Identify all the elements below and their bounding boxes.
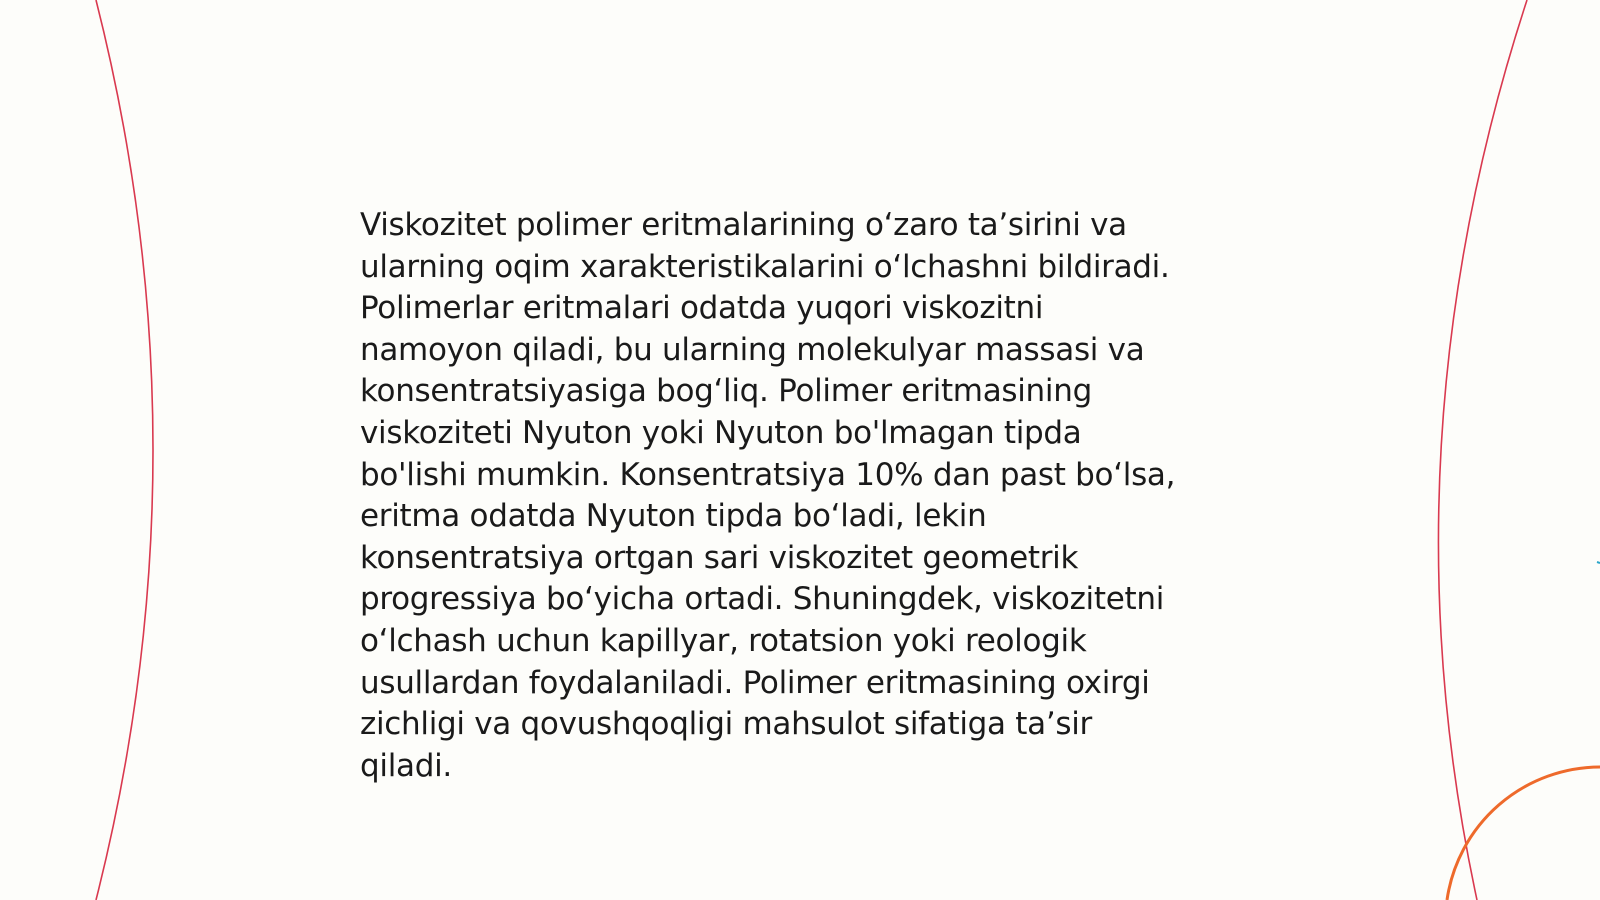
text-line: progressiya bo‘yicha ortadi. Shuningdek, viskozitetni <box>360 581 1165 618</box>
text-line: Viskozitet polimer eritmalarining o‘zaro ta’sirini va <box>360 207 1127 243</box>
text-line: namoyon qiladi, bu ularning molekulyar massasi va <box>360 331 1145 368</box>
text-line: konsentratsiyasiga bog‘liq. Polimer eritmasining <box>360 373 1092 410</box>
text-line: o‘lchash uchun kapillyar, rotatsion yoki reologik <box>360 622 1087 659</box>
text-line: usullardan foydalaniladi. Polimer eritmasining oxirgi <box>360 664 1150 701</box>
text-line: Polimerlar eritmalari odatda yuqori viskozitni <box>360 290 1044 327</box>
text-line: ularning oqim xarakteristikalarini o‘lchashni bildiradi. <box>360 248 1170 285</box>
body-paragraph <box>360 205 1240 787</box>
right-arc <box>1438 0 1527 900</box>
text-line: viskoziteti Nyuton yoki Nyuton bo'lmagan tipda <box>360 414 1082 451</box>
text-line: bo'lishi mumkin. Konsentratsiya 10% dan past bo‘lsa, <box>360 456 1176 493</box>
left-arc <box>96 0 153 900</box>
text-line: konsentratsiya ortgan sari viskozitet geometrik <box>360 539 1079 576</box>
corner-circle-arc <box>1447 767 1600 900</box>
text-line: qiladi. <box>360 747 452 784</box>
text-line: eritma odatda Nyuton tipda bo‘ladi, lekin <box>360 498 987 535</box>
text-line: zichligi va qovushqoqligi mahsulot sifatiga ta’sir <box>360 706 1092 743</box>
